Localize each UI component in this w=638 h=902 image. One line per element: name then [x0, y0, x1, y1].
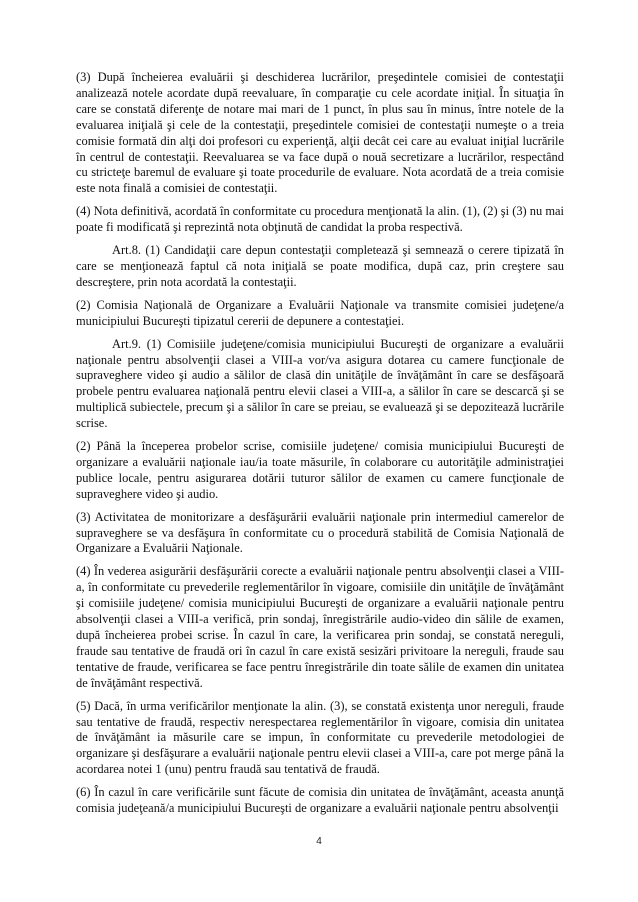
- paragraph-art8-alin2: (2) Comisia Naţională de Organizare a Evaluării Naţionale va transmite comisiei judeţene/a municipiului Bucureşti tipizatul cererii de depunere a contestaţiei.: [76, 297, 564, 328]
- paragraph-art7-alin4: (4) Nota definitivă, acordată în conformitate cu procedura menţionată la alin. (1), (2) şi (3) nu mai poate fi modificată şi reprezintă nota obţinută de candidat la proba respectivă.: [76, 204, 564, 235]
- page-number: 4: [316, 836, 322, 847]
- paragraph-art9-alin3: (3) Activitatea de monitorizare a desfăşurării evaluării naţionale prin intermediul camerelor de supraveghere se va desfăşura în conformitate cu o procedură stabilită de Comisia Naţională de Organizare a Evaluării Naţionale.: [76, 509, 564, 556]
- paragraph-art9-alin2: (2) Până la începerea probelor scrise, comisiile judeţene/ comisia municipiului Bucureşti de organizare a evaluării naţionale iau/ia toate măsurile, în colaborare cu autorităţile administraţiei publice locale, pentru asigurarea dotării tuturor sălilor de examen cu camere funcţionale de supraveghere video şi audio.: [76, 439, 564, 501]
- paragraph-art9-alin5: (5) Dacă, în urma verificărilor menţionate la alin. (3), se constată existenţa unor nereguli, fraude sau tentative de fraudă, respectiv nerespectarea reglementărilor în vigoare, comisia din unitatea de învăţământ ia măsurile care se impun, în conformitate cu prevederile metodologiei de organizare şi desfăşurare a evaluării naţionale pentru elevii clasei a VIII-a, care pot merge până la acordarea notei 1 (unu) pentru fraudă sau tentativă de fraudă.: [76, 698, 564, 777]
- paragraph-art9-alin6: (6) În cazul în care verificările sunt făcute de comisia din unitatea de învăţământ, aceasta anunţă comisia judeţeană/a municipiului Bucureşti de organizare a evaluării naţionale pentru absolvenţii: [76, 785, 564, 816]
- paragraph-art8-alin1: Art.8. (1) Candidaţii care depun contestaţii completează şi semnează o cerere tipizată în care se menţionează faptul că nota iniţială se poate modifica, după caz, prin creştere sau descreştere, prin nota acordată la contestaţii.: [76, 243, 564, 289]
- document-body: [76, 70, 564, 824]
- paragraph-art9-alin1: Art.9. (1) Comisiile judeţene/comisia municipiului Bucureşti de organizare a evaluării naţionale pentru absolvenţii clasei a VIII-a vor/va asigura dotarea cu camere funcţionale de supraveghere video şi audio a sălilor de clasă din unităţile de învăţământ în care se desfăşoară probele pentru evaluarea naţională pentru elevii clasei a VIII-a, a sălilor în care se descarcă şi se multiplică subiectele, precum şi a sălilor în care se preiau, se evaluează şi se depozitează lucrările scrise.: [76, 336, 564, 431]
- paragraph-art7-alin3: (3) După încheierea evaluării şi deschiderea lucrărilor, preşedintele comisiei de contestaţii analizează notele acordate după reevaluare, în comparaţie cu cele acordate iniţial. În situaţia în care se constată diferenţe de notare mai mari de 1 punct, în plus sau în minus, între notele de la evaluarea iniţială şi cele de la contestaţii, preşedintele comisiei de contestaţii numeşte o a treia comisie formată din alţi doi profesori cu experienţă, alţii decât cei care au evaluat iniţial lucrările în centrul de contestaţii. Reevaluarea se va face după o nouă secretizare a lucrărilor, respectând cu stricteţe baremul de evaluare şi toate procedurile de evaluare. Nota acordată de a treia comisie este nota finală a comisiei de contestaţii.: [76, 70, 564, 196]
- paragraph-art9-alin4: (4) În vederea asigurării desfăşurării corecte a evaluării naţionale pentru absolvenţii clasei a VIII-a, în conformitate cu prevederile reglementărilor în vigoare, comisiile din unităţile de învăţământ şi comisiile judeţene/ comisia municipiului Bucureşti de organizare a evaluării naţionale pentru absolvenţii clasei a VIII-a verifică, prin sondaj, înregistrările audio-video din sălile de examen, după încheierea probei scrise. În cazul în care, la verificarea prin sondaj, se constată nereguli, fraude sau tentative de fraudă ori în cazul în care există sesizări privitoare la nereguli, fraude sau tentative de fraude, verificarea se face pentru înregistrările din toate sălile de examen din unitatea de învăţământ respectivă.: [76, 564, 564, 690]
